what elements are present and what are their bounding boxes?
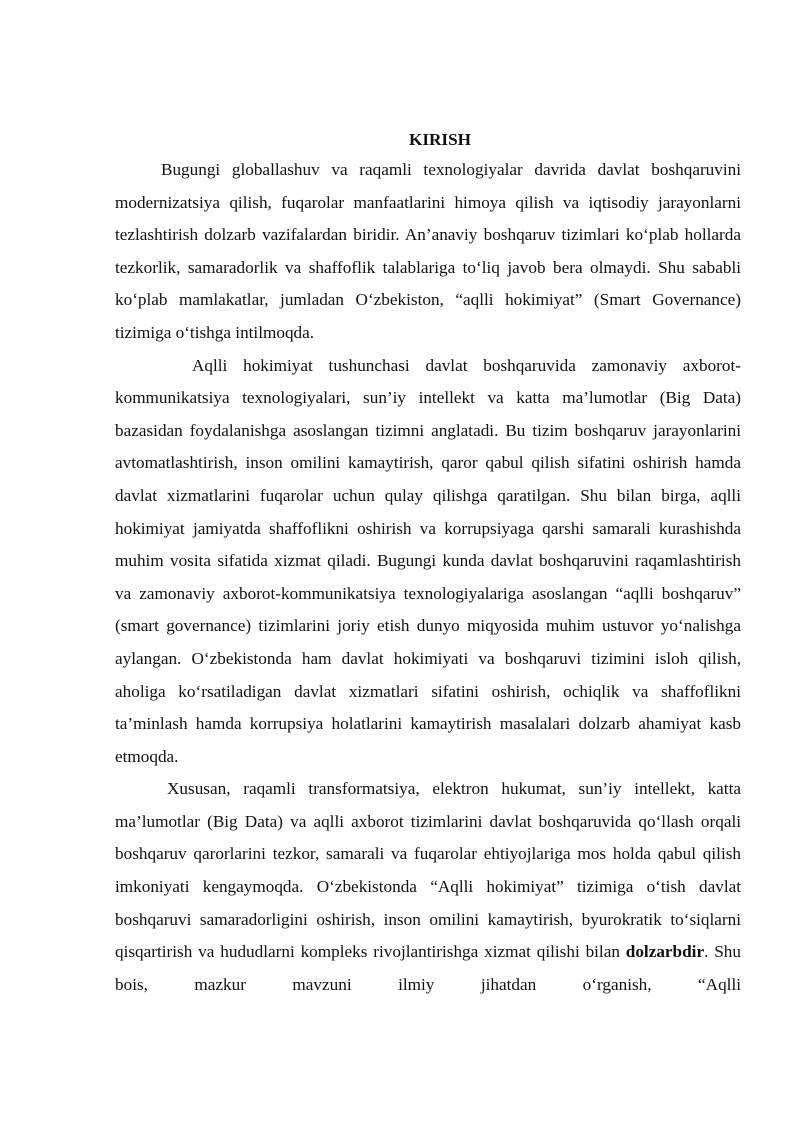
paragraph-3-bold-word: dolzarbdir <box>625 942 705 962</box>
paragraph-1: Bugungi globallashuv va raqamli texnologiyalar davrida davlat boshqaruvini modernizatsiya qilish, fuqarolar manfaatlarini himoya qilish va iqtisodiy jarayonlarni tezlashtirish dolzarb vazifalardan biridir. An’anaviy boshqaruv tizimlari ko‘plab hollarda tezkorlik, samaradorlik va shaffoflik talablariga to‘liq javob bera olmaydi. Shu sababli ko‘plab mamlakatlar, jumladan O‘zbekiston, “aqlli hokimiyat” (Smart Governance) tizimiga o‘tishga intilmoqda. <box>115 160 741 342</box>
paragraph-3 <box>115 773 741 1001</box>
paragraph-2: Aqlli hokimiyat tushunchasi davlat boshqaruvida zamonaviy axborot-kommunikatsiya texnologiyalari, sun’iy intellekt va katta ma’lumotlar (Big Data) bazasidan foydalanishga asoslangan tizimni anglatadi. Bu tizim boshqaruv jarayonlarini avtomatlashtirish, inson omilini kamaytirish, qaror qabul qilish sifatini oshirish hamda davlat xizmatlarini fuqarolar uchun qulay qilishga qaratilgan. Shu bilan birga, aqlli hokimiyat jamiyatda shaffoflikni oshirish va korrupsiyaga qarshi samarali kurashishda muhim vosita sifatida xizmat qiladi. Bugungi kunda davlat boshqaruvini raqamlashtirish va zamonaviy axborot-kommunikatsiya texnologiyalariga asoslangan “aqlli boshqaruv” (smart governance) tizimlarini joriy etish dunyo miqyosida muhim ustuvor yo‘nalishga aylangan. O‘zbekistonda ham davlat hokimiyati va boshqaruvi tizimini isloh qilish, aholiga ko‘rsatiladigan davlat xizmatlari sifatini oshirish, ochiqlik va shaffoflikni ta’minlash hamda korrupsiya holatlarini kamaytirish masalalari dolzarb ahamiyat kasb etmoqda. <box>115 355 741 766</box>
document-body <box>115 126 741 1001</box>
paragraph-3-text-end: . Shu bois, mazkur mavzuni ilmiy jihatdan o‘rganish, “Aqlli <box>115 942 741 994</box>
paragraph-3-text-start: Xususan, raqamli transformatsiya, elektron hukumat, sun’iy intellekt, katta ma’lumotlar (Big Data) va aqlli axborot tizimlarini davlat boshqaruvida qo‘llash orqali boshqaruv qarorlarini tezkor, samarali va fuqarolar ehtiyojlariga mos holda qabul qilish imkoniyati kengaymoqda. O‘zbekistonda “Aqlli hokimiyat” tizimiga o‘tish davlat boshqaruvi samaradorligini oshirish, inson omilini kamaytirish, byurokratik to‘siqlarni qisqartirish va hududlarni kompleks rivojlantirishga xizmat qilishi bilan <box>115 779 741 962</box>
page-title: KIRISH <box>408 130 472 149</box>
